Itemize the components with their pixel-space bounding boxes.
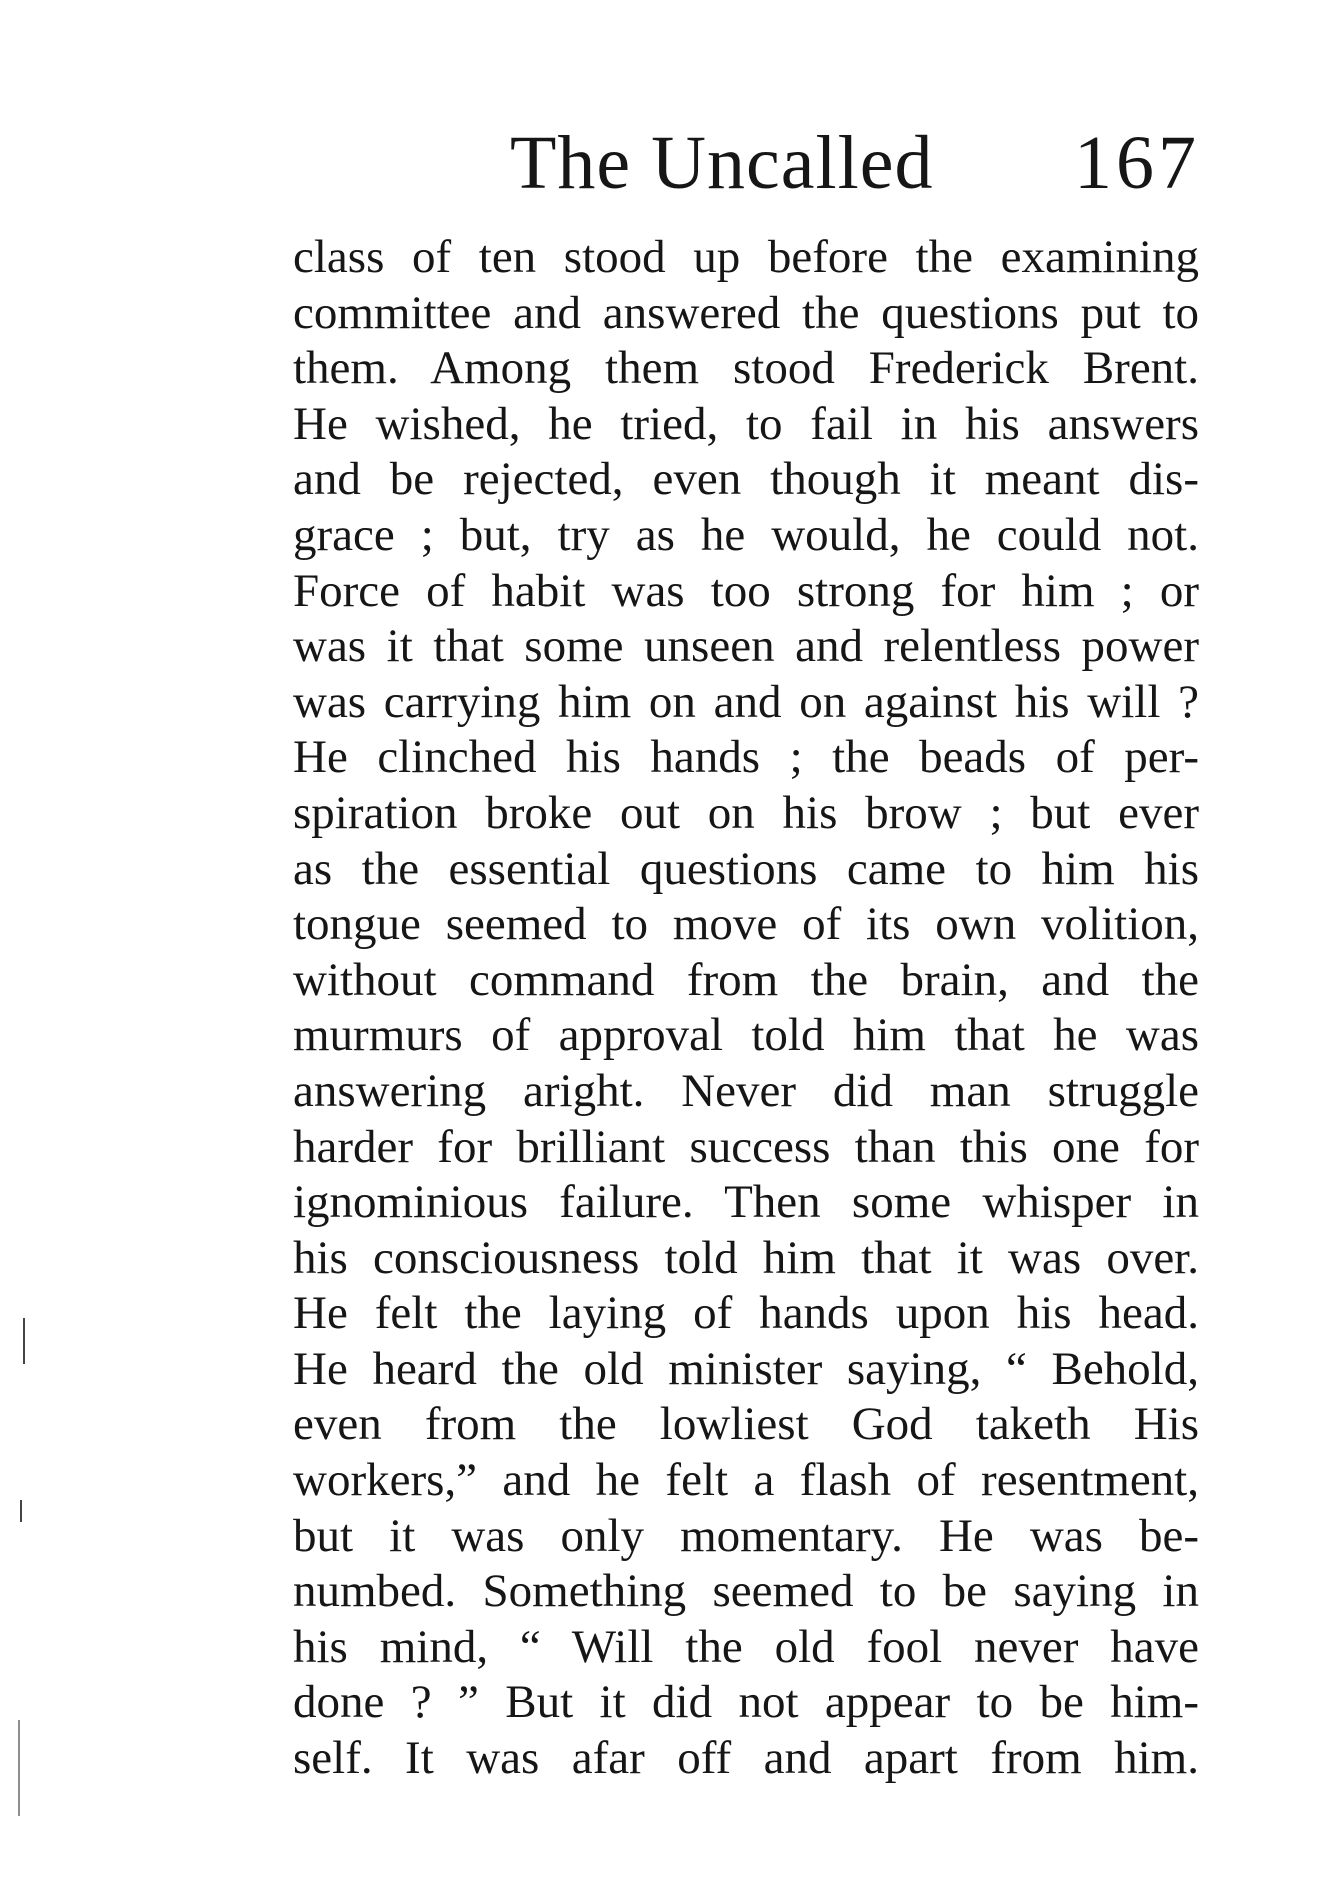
text-line: workers,” and he felt a flash of resentment, (293, 1454, 1199, 1507)
running-header (510, 108, 1200, 218)
text-line: was it that some unseen and relentless power (293, 620, 1199, 673)
text-line: self. It was afar off and apart from him. (293, 1732, 1199, 1785)
text-line: He clinched his hands ; the beads of per- (293, 731, 1199, 784)
text-line: numbed. Something seemed to be saying in (293, 1565, 1199, 1618)
text-line: committee and answered the questions put to (293, 286, 1199, 339)
text-line: tongue seemed to move of its own volition, (293, 898, 1199, 951)
text-line: grace ; but, try as he would, he could not. (293, 508, 1199, 561)
text-line: Force of habit was too strong for him ; or (293, 564, 1199, 617)
body-text (293, 230, 1199, 1787)
text-line: them. Among them stood Frederick Brent. (293, 342, 1199, 395)
text-line: He wished, he tried, to fail in his answers (293, 397, 1199, 450)
text-line: his mind, “ Will the old fool never have (293, 1620, 1199, 1673)
text-line: ignominious failure. Then some whisper in (293, 1176, 1199, 1229)
scan-margin-mark (23, 1318, 25, 1364)
text-line: answering aright. Never did man struggle (293, 1064, 1199, 1117)
text-line: as the essential questions came to him his (293, 842, 1199, 895)
text-line: spiration broke out on his brow ; but ever (293, 786, 1199, 839)
page-number: 167 (1074, 121, 1200, 205)
text-line: and be rejected, even though it meant dis- (293, 453, 1199, 506)
text-line: but it was only momentary. He was be- (293, 1509, 1199, 1562)
text-line: without command from the brain, and the (293, 953, 1199, 1006)
text-line: his consciousness told him that it was over. (293, 1231, 1199, 1284)
text-line: even from the lowliest God taketh His (293, 1398, 1199, 1451)
page-title: The Uncalled (510, 121, 934, 205)
text-line: murmurs of approval told him that he was (293, 1009, 1199, 1062)
text-line: harder for brilliant success than this one for (293, 1120, 1199, 1173)
text-line: class of ten stood up before the examining (293, 231, 1199, 283)
text-line: He heard the old minister saying, “ Behold, (293, 1342, 1199, 1395)
text-line: was carrying him on and on against his will ? (293, 675, 1199, 728)
scan-margin-mark (18, 1720, 20, 1816)
scan-margin-mark (20, 1500, 22, 1522)
text-line: He felt the laying of hands upon his head. (293, 1287, 1199, 1340)
text-line: done ? ” But it did not appear to be him- (293, 1676, 1199, 1729)
